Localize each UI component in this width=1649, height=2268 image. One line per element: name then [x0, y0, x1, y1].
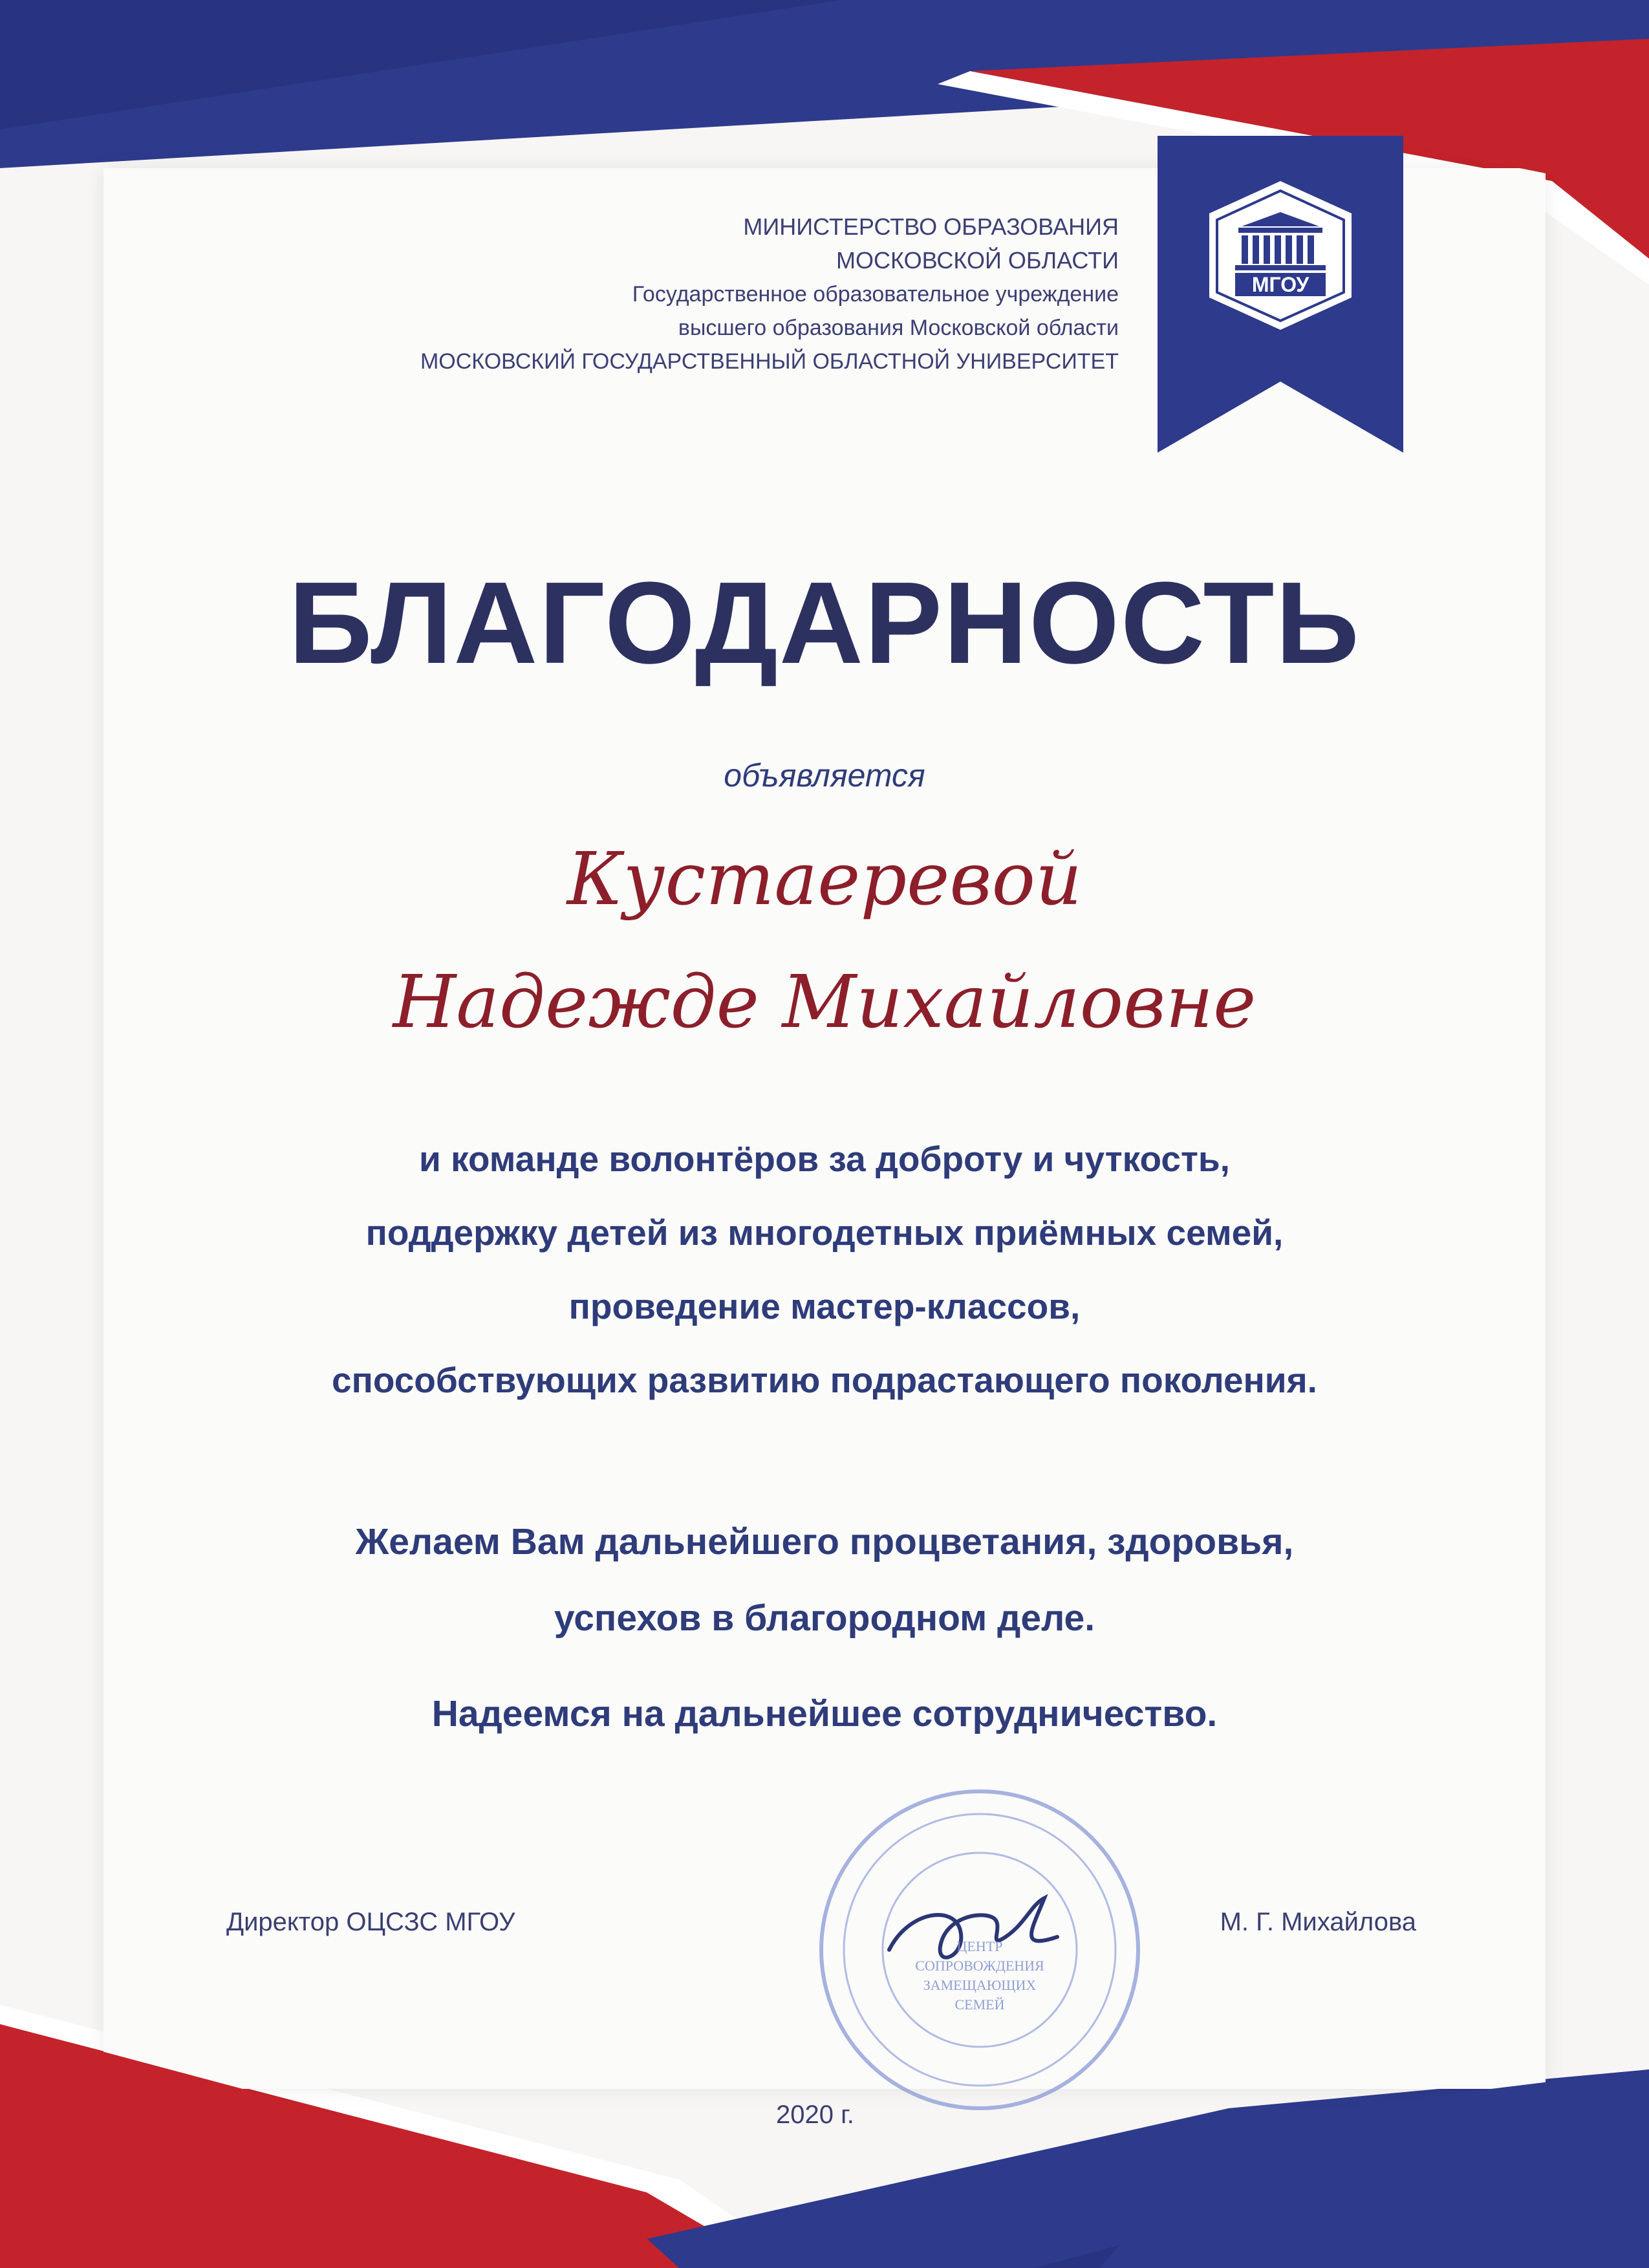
recipient-given-names: Надежде Михайловне [393, 960, 1256, 1044]
issue-year: 2020 г. [776, 2101, 854, 2129]
header-line-3: Государственное образовательное учреждение [632, 282, 1119, 307]
signatory-name: М. Г. Михайлова [1220, 1908, 1416, 1936]
stamp-text [902, 1937, 1057, 2014]
stamp-line-2: СОПРОВОЖДЕНИЯ [915, 1958, 1044, 1974]
reason-line-2: поддержку детей из многодетных приёмных семей, [365, 1213, 1284, 1253]
header-line-5: МОСКОВСКИЙ ГОСУДАРСТВЕННЫЙ ОБЛАСТНОЙ УНИВЕРСИТЕТ [420, 349, 1119, 374]
stamp-line-3: ЗАМЕЩАЮЩИХ [923, 1977, 1037, 1993]
wish-line-2: успехов в благородном деле. [554, 1597, 1095, 1639]
reason-line-4: способствующих развитию подрастающего поколения. [332, 1360, 1317, 1400]
wish-line-1: Желаем Вам дальнейшего процветания, здоровья, [355, 1521, 1294, 1562]
stamp-line-4: СЕМЕЙ [954, 1996, 1005, 2013]
university-logo-ribbon [1158, 136, 1403, 453]
document-title: БЛАГОДАРНОСТЬ [288, 558, 1361, 688]
gratitude-reason [0, 1122, 1649, 1417]
organization-header [420, 210, 1119, 378]
recipient-surname: Кустаеревой [566, 837, 1083, 922]
logo-text: МГОУ [1251, 273, 1310, 296]
header-line-4: высшего образования Московской области [678, 316, 1119, 340]
header-line-1: МИНИСТЕРСТВО ОБРАЗОВАНИЯ [743, 213, 1119, 240]
corner-red-bottom [0, 2024, 679, 2268]
wishes-block [0, 1504, 1649, 1752]
announce-text: объявляется [724, 757, 925, 794]
corner-blue-bottom [1099, 2069, 1649, 2268]
signatory-position: Директор ОЦСЗС МГОУ [226, 1908, 515, 1936]
header-line-2: МОСКОВСКОЙ ОБЛАСТИ [836, 247, 1119, 274]
wish-line-3: Надеемся на дальнейшее сотрудничество. [431, 1693, 1218, 1734]
reason-line-3: проведение мастер-классов, [568, 1286, 1081, 1326]
reason-line-1: и команде волонтёров за доброту и чуткость, [419, 1139, 1230, 1179]
stamp-line-1: ЦЕНТР [956, 1938, 1003, 1954]
